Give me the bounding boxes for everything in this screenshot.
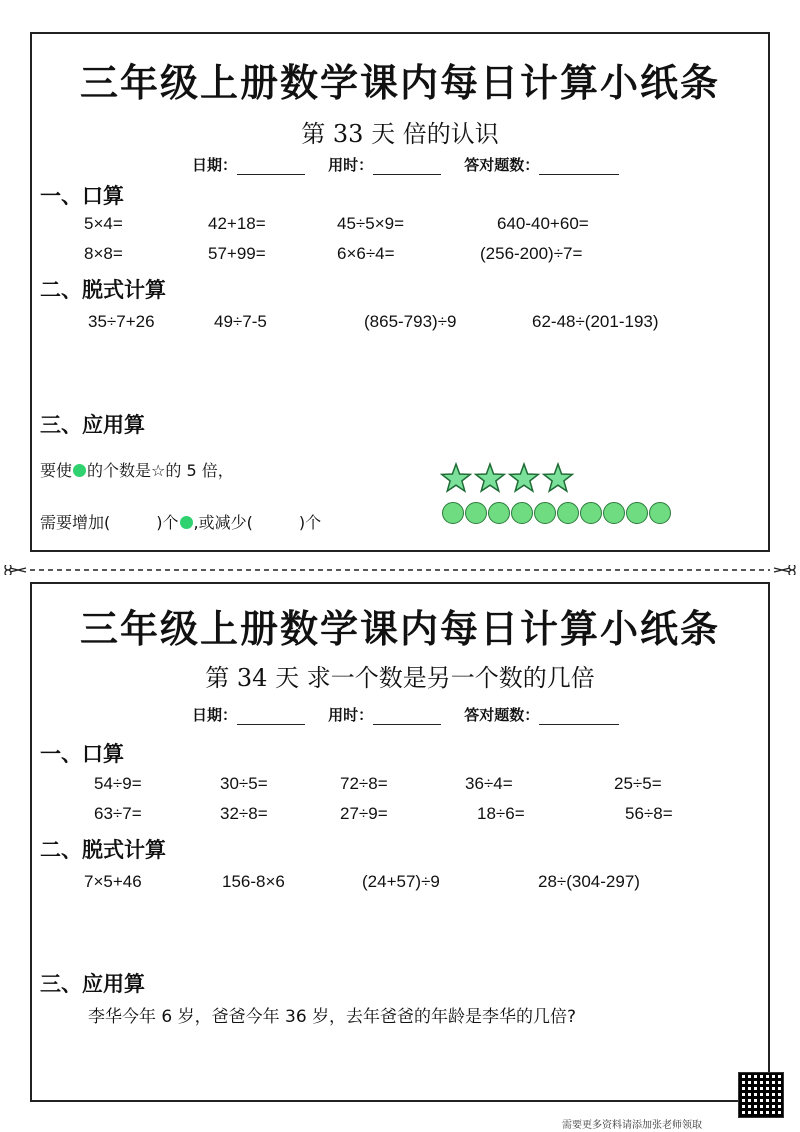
worksheet-day-34 [30, 582, 770, 1102]
oral-q: 8×8= [84, 244, 123, 263]
star-icon [476, 464, 505, 491]
oral-q: 54÷9= [94, 774, 142, 793]
circle-icon [442, 502, 464, 524]
worksheet-day-33 [30, 32, 770, 552]
meta-row [192, 154, 619, 175]
section-steps: 二、脱式计算 [40, 277, 166, 302]
star-icon [442, 464, 471, 491]
step-q: 28÷(304-297) [538, 872, 640, 891]
qr-code-icon [738, 1072, 784, 1118]
step-q: 62-48÷(201-193) [532, 312, 659, 331]
oral-q: 5×4= [84, 214, 123, 233]
green-dot-icon [180, 516, 193, 529]
time-label: 用时： [328, 706, 374, 724]
circle-icon [603, 502, 625, 524]
correct-label: 答对题数： [464, 706, 540, 724]
date-blank[interactable] [237, 708, 305, 725]
step-q: 35÷7+26 [88, 312, 155, 331]
sheet-subtitle: 第 33 天 倍的认识 [301, 120, 499, 148]
section-word: 三、应用算 [40, 971, 145, 996]
oral-q: 27÷9= [340, 804, 388, 823]
step-q: 49÷7-5 [214, 312, 267, 331]
footer-note: 需要更多资料请添加张老师领取 [562, 1120, 702, 1131]
date-label: 日期： [192, 156, 238, 174]
oral-q: 640-40+60= [497, 214, 589, 233]
meta-row [192, 704, 619, 725]
star-icon [510, 464, 539, 491]
time-blank[interactable] [373, 708, 441, 725]
correct-label: 答对题数： [464, 156, 540, 174]
oral-q: (256-200)÷7= [480, 244, 583, 263]
circles-group [442, 502, 671, 524]
oral-q: 72÷8= [340, 774, 388, 793]
date-blank[interactable] [237, 158, 305, 175]
step-q: 156-8×6 [222, 872, 285, 891]
circle-icon [580, 502, 602, 524]
circle-icon [488, 502, 510, 524]
step-q: (865-793)÷9 [364, 312, 457, 331]
oral-q: 45÷5×9= [337, 214, 405, 233]
sheet-title: 三年级上册数学课内每日计算小纸条 [79, 606, 720, 651]
oral-q: 18÷6= [477, 804, 525, 823]
sheet-subtitle: 第 34 天 求一个数是另一个数的几倍 [205, 664, 595, 692]
oral-q: 25÷5= [614, 774, 662, 793]
cut-line [0, 565, 800, 575]
time-blank[interactable] [373, 158, 441, 175]
circle-icon [534, 502, 556, 524]
section-word: 三、应用算 [40, 412, 145, 437]
correct-blank[interactable] [539, 158, 619, 175]
oral-q: 30÷5= [220, 774, 268, 793]
oral-q: 57+99= [208, 244, 266, 263]
sheet-title: 三年级上册数学课内每日计算小纸条 [79, 60, 720, 105]
circle-icon [511, 502, 533, 524]
circle-icon [649, 502, 671, 524]
word-line-2: 需要增加( )个 ,或减少( )个 [40, 513, 322, 532]
word-problem: 李华今年 6 岁，爸爸今年 36 岁，去年爸爸的年龄是李华的几倍? [88, 1007, 577, 1027]
scissors-icon [5, 565, 26, 575]
date-label: 日期： [192, 706, 238, 724]
star-icon [544, 464, 573, 491]
oral-q: 63÷7= [94, 804, 142, 823]
section-steps: 二、脱式计算 [40, 837, 166, 862]
oral-q: 6×6÷4= [337, 244, 395, 263]
section-oral: 一、口算 [40, 183, 124, 208]
step-q: (24+57)÷9 [362, 872, 440, 891]
circle-icon [465, 502, 487, 524]
time-label: 用时： [328, 156, 374, 174]
scissors-icon [774, 565, 795, 575]
oral-q: 32÷8= [220, 804, 268, 823]
correct-blank[interactable] [539, 708, 619, 725]
oral-q: 56÷8= [625, 804, 673, 823]
section-oral: 一、口算 [40, 741, 124, 766]
circle-icon [557, 502, 579, 524]
oral-q: 42+18= [208, 214, 266, 233]
step-q: 7×5+46 [84, 872, 142, 891]
circle-icon [626, 502, 648, 524]
green-dot-icon [73, 464, 86, 477]
oral-q: 36÷4= [465, 774, 513, 793]
word-line-1: 要使 的个数是☆的 5 倍， [40, 461, 234, 480]
stars-group [440, 462, 576, 498]
